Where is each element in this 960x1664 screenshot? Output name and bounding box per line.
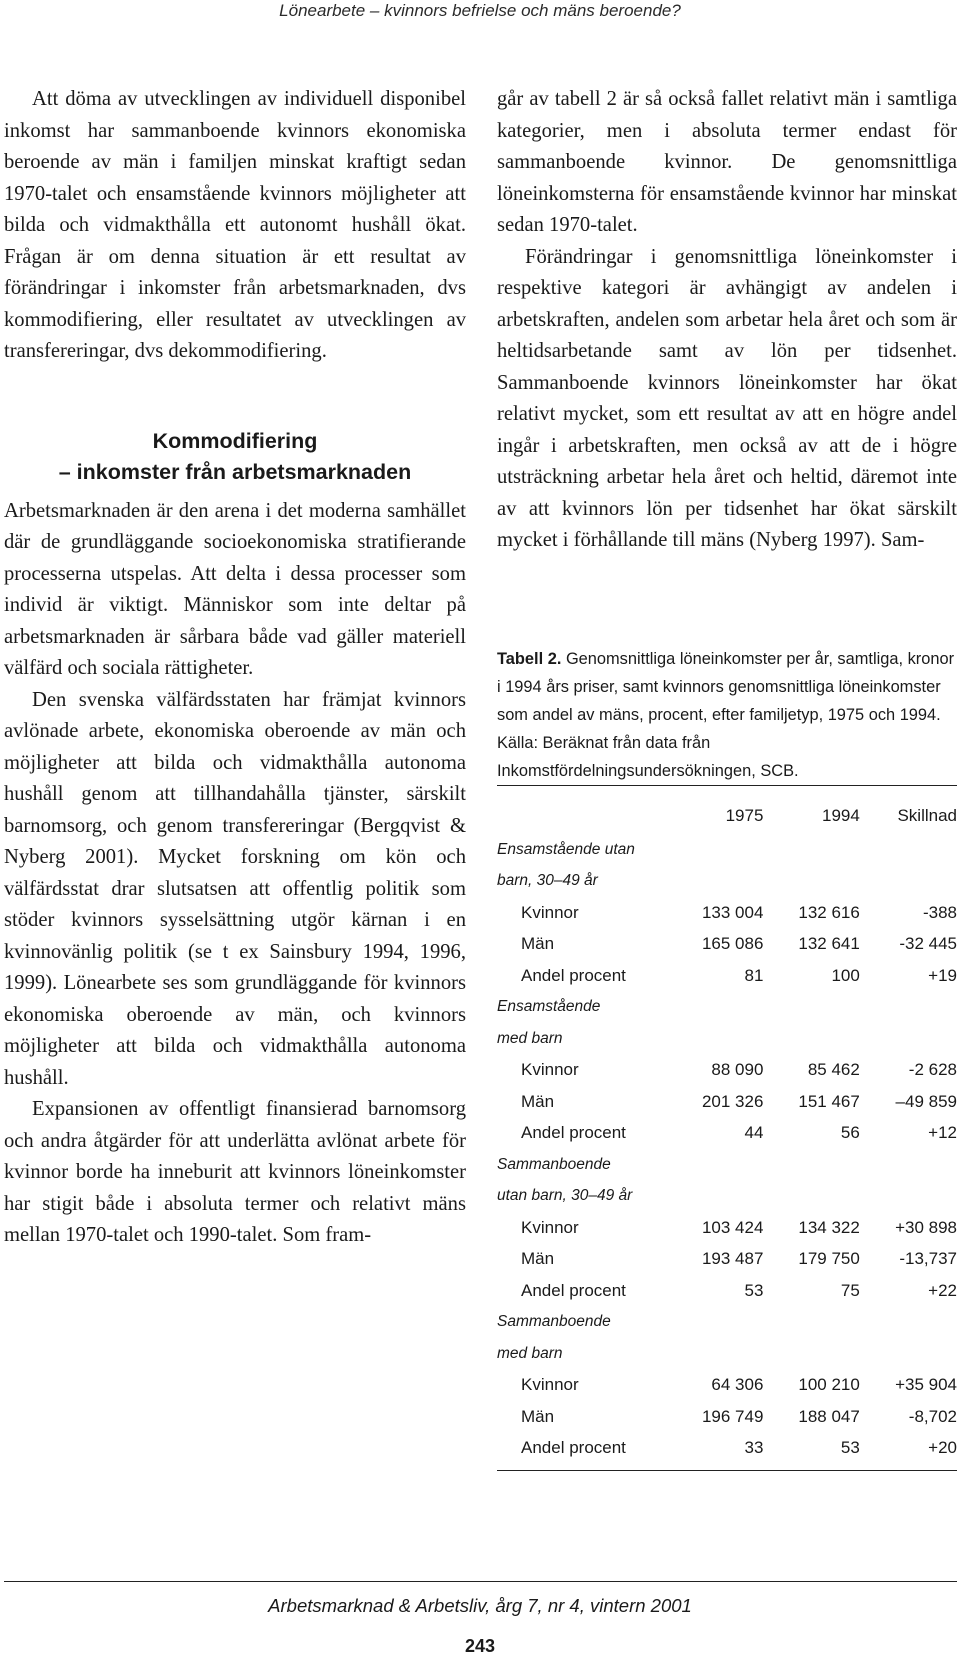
header-1975: 1975 [725,805,764,825]
table-row [497,897,957,929]
row-label: Kvinnor [521,1060,579,1079]
cell-1975: 53 [744,1280,764,1300]
cell-1994: 56 [840,1123,860,1142]
group-label: Sammanboende [497,1155,611,1173]
cell-skillnad: +22 [928,1280,957,1300]
cell-1975: 88 090 [711,1060,764,1079]
cell-1994: 151 467 [798,1091,860,1111]
body-paragraph: Att döma av utvecklingen av individuell disponibel inkomst har sammanboende kvinnors ekonomiska beroende av män i familjen minskat kraftigt sedan 1970-talet och ensamstående kvinnors möjligheter att bilda och vidmakthålla ett autonomt hushåll ökat. Frågan är om denna situation är ett resultat av förändringar i inkomster från arbetsmarknaden, dvs kommodifiering, eller resultatet av utvecklingen av transfereringar, dvs dekommodifiering. [4,88,466,362]
running-head: Lönearbete – kvinnors befrielse och mäns beroende? [279,1,681,20]
group-label: Sammanboende [497,1313,611,1330]
group-label-row [497,865,957,897]
row-label: Kvinnor [521,1375,579,1394]
table-row [497,1369,957,1401]
table-row [497,1275,957,1307]
group-label: barn, 30–49 år [497,872,598,889]
left-column [4,84,466,1252]
group-label: Ensamstående utan [497,840,635,858]
cell-1975: 193 487 [701,1249,764,1268]
group-label-row [497,1023,957,1055]
cell-1994: 100 210 [798,1375,860,1394]
cell-1975: 133 004 [701,902,764,922]
body-paragraph: Förändringar i genomsnittliga löneinkomster i respektive kategori är avhängigt av andelen i arbetskraften, andelen som arbetar hela året och som är heltidsarbetande samt av lön per tidsenhet. Sammanboende kvinnors löneinkomster har ökat relativt mycket, som ett resultat av att en högre andel ingår i arbetskraften, men också av att de i högre utsträckning arbetar hela året och heltid, däremot inte av att kvinnors lön per tidsenhet har ökat särskilt mycket i förhållande till mäns (Nyberg 1997). Sam- [497,245,957,551]
cell-1994: 53 [840,1438,860,1457]
table-row [497,1212,957,1244]
table-top-rule [497,785,957,786]
cell-skillnad: -32 445 [899,934,957,953]
cell-skillnad: +12 [928,1123,957,1142]
group-label-row [497,1180,957,1212]
header-1994: 1994 [821,805,860,825]
cell-1994: 85 462 [807,1060,860,1079]
row-label: Andel procent [521,1280,626,1300]
header-blank [497,798,667,834]
row-label: Män [521,1091,555,1111]
body-paragraph: Arbetsmarknaden är den arena i det moderna samhället där de grundläggande socioekonomiska stratifierande processerna utspelas. Att delta i dessa processer som individ är viktigt. Människor som inte deltar på arbetsmarknaden är sårbara både vad gäller materiell välfärd och sociala rättigheter. [4,499,466,679]
group-label-row [497,834,957,866]
group-label: Ensamstående [497,998,601,1015]
cell-1994: 75 [840,1280,860,1300]
cell-1994: 179 750 [798,1249,860,1268]
page-number: 243 [464,1636,496,1656]
table-row [497,1432,957,1464]
cell-1975: 196 749 [701,1406,764,1426]
table-row [497,1243,957,1275]
cell-1975: 165 086 [701,934,764,953]
section-heading-title: Kommodifiering [152,428,318,453]
table-row [497,1117,957,1149]
table-caption [497,645,957,785]
row-label: Andel procent [521,1123,626,1142]
header-skillnad: Skillnad [897,805,957,825]
cell-skillnad: -8,702 [908,1406,957,1426]
group-label-row [497,991,957,1023]
row-label: Kvinnor [521,902,579,922]
income-table [497,798,957,1464]
cell-skillnad: -2 628 [908,1060,957,1079]
cell-1994: 132 641 [798,934,860,953]
footer-rule [4,1581,957,1582]
row-label: Män [521,1249,555,1268]
cell-skillnad: -13,737 [899,1249,957,1268]
table-label: Tabell 2. [497,649,562,668]
cell-1975: 201 326 [701,1091,764,1111]
body-paragraph: går av tabell 2 är så också fallet relativt män i samtliga kategorier, men i absoluta termer endast för sammanboende kvinnor. De genomsnittliga löneinkomsterna för ensamstående kvinnor har minskat sedan 1970-talet. [497,88,957,236]
table-row [497,1401,957,1433]
table-caption-text: Genomsnittliga löneinkomster per år, samtliga, kronor i 1994 års priser, samt kvinnors genomsnittliga löneinkomster som andel av mäns, procent, efter familjetyp, 1975 och 1994. Källa: Beräknat från data från Inkomstfördelningsundersökningen, SCB. [497,649,955,780]
cell-skillnad: +30 898 [895,1217,957,1237]
section-heading-subtitle: – inkomster från arbetsmarknaden [58,459,412,484]
body-paragraph: Expansionen av offentligt finansierad barnomsorg och andra åtgärder för att underlätta avlönat arbete för kvinnor borde ha inneburit att kvinnors löneinkomster har stigit både i absoluta termer och relativt mäns mellan 1970-talet och 1990-talet. Som fram- [4,1098,466,1246]
cell-1994: 188 047 [798,1406,860,1426]
group-label-row [497,1306,957,1338]
table-row [497,1086,957,1118]
cell-1994: 132 616 [798,902,860,922]
table-row [497,928,957,960]
table-row [497,1054,957,1086]
table-bottom-rule [497,1470,957,1471]
group-label: med barn [497,1029,563,1047]
cell-skillnad: +20 [928,1438,957,1457]
table-header-row [497,798,957,834]
cell-skillnad: +19 [928,965,957,985]
section-heading [4,426,466,488]
cell-skillnad: +35 904 [895,1375,957,1394]
row-label: Kvinnor [521,1217,579,1237]
footer-journal: Arbetsmarknad & Arbetsliv, årg 7, nr 4, vintern 2001 [268,1595,692,1616]
table-row [497,960,957,992]
cell-1975: 103 424 [701,1217,764,1237]
row-label: Män [521,934,555,953]
table-body [497,834,957,1464]
cell-1994: 100 [831,965,860,985]
cell-skillnad: -388 [922,902,957,922]
cell-1975: 33 [744,1438,764,1457]
right-column [497,84,957,1471]
cell-1975: 81 [744,965,764,985]
group-label: med barn [497,1344,563,1362]
row-label: Andel procent [521,965,626,985]
cell-skillnad: –49 859 [895,1091,957,1111]
row-label: Andel procent [521,1438,626,1457]
group-label-row [497,1149,957,1181]
cell-1975: 44 [744,1123,764,1142]
group-label: utan barn, 30–49 år [497,1187,633,1204]
cell-1975: 64 306 [711,1375,764,1394]
body-paragraph: Den svenska välfärdsstaten har främjat kvinnors avlönade arbete, ekonomiska oberoende av män och möjligheter att bilda och vidmakthålla autonoma hushåll genom att tillhandahålla tjänster, särskilt barnomsorg, och genom transfereringar (Bergqvist & Nyberg 2001). Mycket forskning om kön och välfärdsstat drar slutsatsen att offentlig politik som stöder kvinnors sysselsättning utgör kärnan i en kvinnovänlig politik (se t ex Sainsbury 1994, 1996, 1999). Lönearbete ses som grundläggande för kvinnors ekonomiska oberoende av män, och kvinnors möjligheter att bilda och vidmakthålla autonoma hushåll. [4,688,466,1089]
cell-1994: 134 322 [798,1217,860,1237]
group-label-row [497,1338,957,1370]
row-label: Män [521,1406,555,1426]
